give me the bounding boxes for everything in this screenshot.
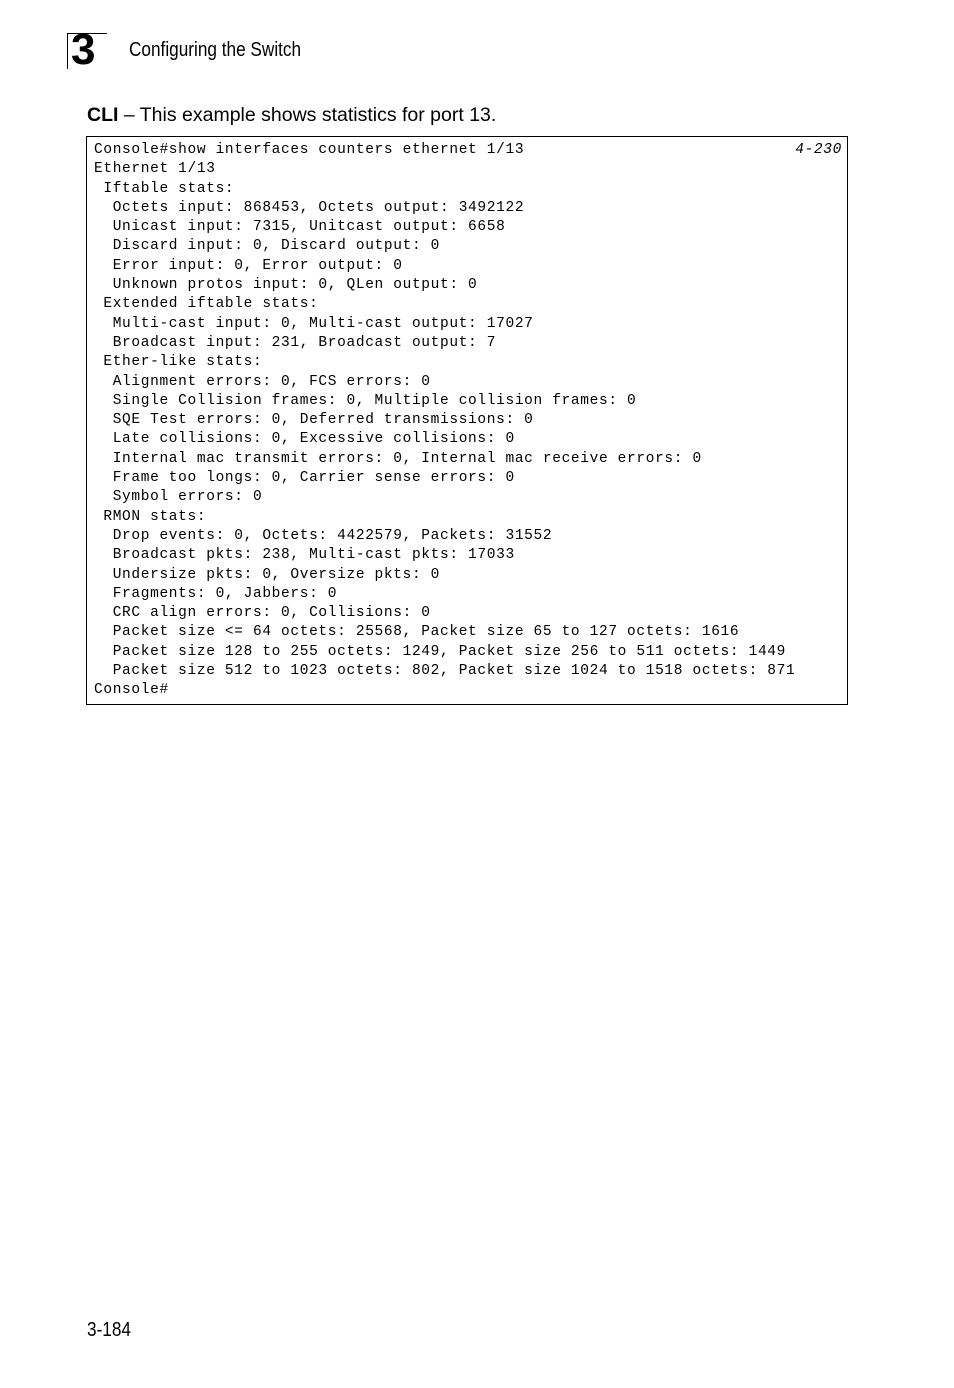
cli-line: SQE Test errors: 0, Deferred transmissions: 0 [94, 412, 534, 429]
cli-line: Packet size 128 to 255 octets: 1249, Packet size 256 to 511 octets: 1449 [94, 643, 787, 660]
cli-line: CRC align errors: 0, Collisions: 0 [94, 605, 431, 622]
cli-line: Symbol errors: 0 [94, 489, 263, 506]
cli-line: Octets input: 868453, Octets output: 3492122 [94, 199, 525, 216]
header-title: Configuring the Switch [129, 39, 302, 61]
caption [87, 103, 496, 127]
chapter-number: 3 [71, 25, 95, 74]
cli-line: Unknown protos input: 0, QLen output: 0 [94, 277, 478, 294]
cli-line: Error input: 0, Error output: 0 [94, 257, 403, 274]
cli-line: Internal mac transmit errors: 0, Internal mac receive errors: 0 [94, 450, 702, 467]
chapter-badge [67, 25, 107, 74]
caption-label: CLI [87, 104, 119, 126]
cli-line: Frame too longs: 0, Carrier sense errors: 0 [94, 470, 515, 487]
cli-line: Extended iftable stats: [94, 296, 319, 313]
cli-line: Discard input: 0, Discard output: 0 [94, 238, 441, 255]
cli-line: Console#show interfaces counters ethernet 1/13 [94, 142, 525, 158]
cli-line: Unicast input: 7315, Unitcast output: 6658 [94, 219, 506, 236]
cli-line: Packet size <= 64 octets: 25568, Packet size 65 to 127 octets: 1616 [94, 624, 740, 641]
caption-text: – This example shows statistics for port 13. [118, 104, 497, 126]
cli-line: Fragments: 0, Jabbers: 0 [94, 585, 338, 602]
cli-line: Console# [94, 682, 169, 699]
cli-line: Ether-like stats: [94, 354, 263, 371]
cli-line: Late collisions: 0, Excessive collisions: 0 [94, 431, 515, 448]
cli-line: Single Collision frames: 0, Multiple collision frames: 0 [94, 392, 637, 409]
cli-line: RMON stats: [94, 508, 207, 525]
cli-line: Packet size 512 to 1023 octets: 802, Packet size 1024 to 1518 octets: 871 [94, 663, 796, 680]
cli-line: Broadcast input: 231, Broadcast output: 7 [94, 334, 497, 351]
cli-line: Iftable stats: [94, 180, 235, 197]
page-number: 3-184 [87, 1319, 131, 1341]
command-reference: 4-230 [795, 142, 842, 158]
cli-line: Undersize pkts: 0, Oversize pkts: 0 [94, 566, 441, 583]
cli-line: Drop events: 0, Octets: 4422579, Packets: 31552 [94, 527, 553, 544]
cli-example-box [86, 136, 848, 705]
cli-line: Broadcast pkts: 238, Multi-cast pkts: 17033 [94, 547, 515, 564]
cli-line: Ethernet 1/13 [94, 161, 216, 178]
cli-line: Multi-cast input: 0, Multi-cast output: 17027 [94, 315, 534, 332]
cli-line: Alignment errors: 0, FCS errors: 0 [94, 373, 431, 390]
